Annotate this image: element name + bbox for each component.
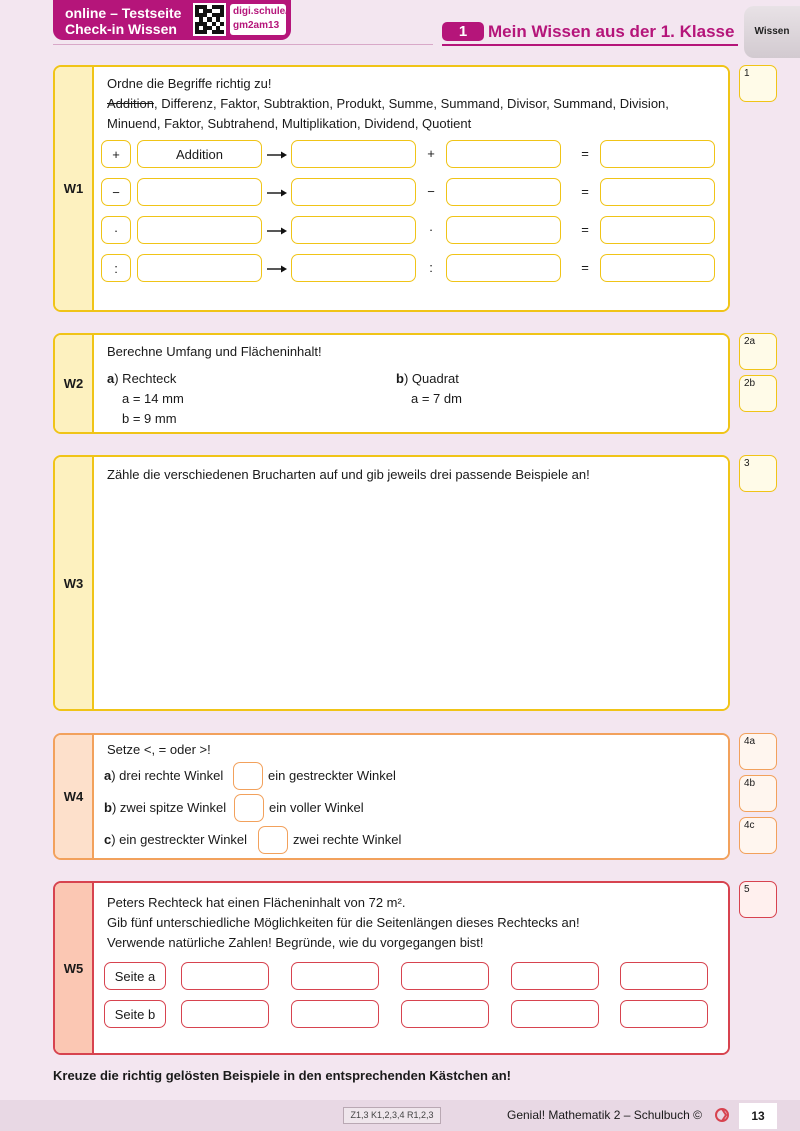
side-a-input[interactable]	[620, 962, 708, 990]
comparison-input-a[interactable]	[233, 762, 263, 790]
chapter-number: 1	[442, 22, 484, 41]
term-field-right[interactable]	[446, 254, 561, 282]
operation-name-field[interactable]	[137, 178, 262, 206]
w4-item-c-right: zwei rechte Winkel	[293, 832, 402, 847]
part-a-name: ) Rechteck	[114, 371, 177, 386]
task-w3	[53, 455, 730, 711]
operator-symbol-box: +	[101, 140, 131, 168]
check-box-2b[interactable]: 2b	[739, 375, 777, 412]
part-a-side-b: b = 9 mm	[122, 411, 177, 426]
equals-sign: =	[581, 184, 589, 199]
operator-symbol: :	[429, 260, 433, 275]
item-left-text: ) ein gestreckter Winkel	[111, 832, 248, 847]
chapter-underline	[442, 44, 738, 46]
instruction: Berechne Umfang und Flächeninhalt!	[107, 344, 322, 359]
result-field[interactable]	[600, 254, 715, 282]
instruction: Setze <, = oder >!	[107, 742, 211, 757]
arrow-right-icon	[266, 178, 288, 206]
publisher-credit: Genial! Mathematik 2 – Schulbuch ©	[507, 1108, 702, 1122]
part-b-name: ) Quadrat	[403, 371, 459, 386]
header-divider	[53, 44, 433, 45]
term-field-left[interactable]	[291, 140, 416, 168]
operation-name-field[interactable]	[137, 254, 262, 282]
check-box-4b[interactable]: 4b	[739, 775, 777, 812]
digi-link-line1: digi.schule/	[233, 6, 289, 17]
term-field-left[interactable]	[291, 178, 416, 206]
digi-link-line2: gm2am13	[233, 20, 280, 31]
term-field-left[interactable]	[291, 254, 416, 282]
terms-line2: Minuend, Faktor, Subtrahend, Multiplikation, Dividend, Quotient	[107, 116, 472, 131]
item-left-text: ) drei rechte Winkel	[111, 768, 224, 783]
check-box-1[interactable]: 1	[739, 65, 777, 102]
row-label-seite-a: Seite a	[104, 962, 166, 990]
part-b-letter: b	[396, 371, 404, 386]
text-line1: Peters Rechteck hat einen Flächeninhalt von 72 m².	[107, 895, 406, 910]
part-b-side-a: a = 7 dm	[411, 391, 462, 406]
part-a-title	[107, 369, 176, 389]
w4-item-a-right: ein gestreckter Winkel	[268, 768, 396, 783]
text-line3: Verwende natürliche Zahlen! Begründe, wie du vorgegangen bist!	[107, 935, 484, 950]
equals-sign: =	[581, 222, 589, 237]
comparison-input-c[interactable]	[258, 826, 288, 854]
operator-symbol-box: :	[101, 254, 131, 282]
operator-symbol-box: −	[101, 178, 131, 206]
chapter-title: Mein Wissen aus der 1. Klasse	[488, 22, 735, 41]
operator-symbol: +	[427, 146, 435, 161]
badge-title-line2: Check-in Wissen	[65, 21, 177, 37]
operator-symbol: ·	[428, 222, 434, 237]
online-test-badge[interactable]	[53, 0, 291, 40]
arrow-right-icon	[266, 216, 288, 244]
task-label: W5	[55, 883, 92, 1053]
task-label: W3	[55, 457, 92, 709]
competence-codes: Z1,3 K1,2,3,4 R1,2,3	[343, 1107, 441, 1124]
task-label: W1	[55, 67, 92, 310]
side-a-input[interactable]	[401, 962, 489, 990]
item-left-text: ) zwei spitze Winkel	[111, 800, 227, 815]
term-field-right[interactable]	[446, 216, 561, 244]
qr-code-icon	[193, 3, 226, 36]
side-b-input[interactable]	[181, 1000, 269, 1028]
operator-symbol-box: ·	[101, 216, 131, 244]
instruction: Ordne die Begriffe richtig zu!	[107, 76, 272, 91]
task-content	[92, 335, 728, 432]
equals-sign: =	[581, 260, 589, 275]
part-b-title	[396, 369, 459, 389]
result-field[interactable]	[600, 178, 715, 206]
publisher-logo-icon	[715, 1108, 729, 1122]
operation-name-field[interactable]	[137, 216, 262, 244]
term-field-left[interactable]	[291, 216, 416, 244]
row-label-seite-b: Seite b	[104, 1000, 166, 1028]
footer-instruction: Kreuze die richtig gelösten Beispiele in den entsprechenden Kästchen an!	[53, 1068, 511, 1083]
item-letter: b	[104, 800, 112, 815]
w4-item-b-left	[104, 798, 226, 818]
item-letter: c	[104, 832, 112, 847]
check-box-5[interactable]: 5	[739, 881, 777, 918]
badge-title-line1: online – Testseite	[65, 5, 182, 21]
side-a-input[interactable]	[291, 962, 379, 990]
term-field-right[interactable]	[446, 178, 561, 206]
page-number: 13	[739, 1103, 777, 1129]
w4-item-b-right: ein voller Winkel	[269, 800, 364, 815]
result-field[interactable]	[600, 216, 715, 244]
task-label: W4	[55, 735, 92, 858]
side-b-input[interactable]	[511, 1000, 599, 1028]
text-line2: Gib fünf unterschiedliche Möglichkeiten für die Seitenlängen dieses Rechtecks an!	[107, 915, 580, 930]
struck-term: Addition	[107, 96, 154, 111]
task-w2	[53, 333, 730, 434]
side-a-input[interactable]	[181, 962, 269, 990]
check-box-2a[interactable]: 2a	[739, 333, 777, 370]
part-a-letter: a	[107, 371, 115, 386]
result-field[interactable]	[600, 140, 715, 168]
task-label: W2	[55, 335, 92, 432]
operation-name-field[interactable]: Addition	[137, 140, 262, 168]
side-b-input[interactable]	[620, 1000, 708, 1028]
section-tab-wissen[interactable]: Wissen	[744, 6, 800, 58]
comparison-input-b[interactable]	[234, 794, 264, 822]
arrow-right-icon	[266, 254, 288, 282]
part-a-side-a: a = 14 mm	[122, 391, 184, 406]
task-content[interactable]	[92, 457, 728, 709]
side-a-input[interactable]	[511, 962, 599, 990]
terms-line1	[107, 94, 669, 114]
w4-item-a-left	[104, 766, 223, 786]
instruction: Zähle die verschiedenen Brucharten auf und gib jeweils drei passende Beispiele an!	[107, 467, 590, 482]
equals-sign: =	[581, 146, 589, 161]
side-b-input[interactable]	[291, 1000, 379, 1028]
digi-link[interactable]	[230, 4, 289, 35]
operator-symbol: −	[427, 184, 435, 199]
w4-item-c-left	[104, 830, 247, 850]
term-field-right[interactable]	[446, 140, 561, 168]
side-b-input[interactable]	[401, 1000, 489, 1028]
check-box-4c[interactable]: 4c	[739, 817, 777, 854]
check-box-3[interactable]: 3	[739, 455, 777, 492]
arrow-right-icon	[266, 140, 288, 168]
terms-line1-rest: , Differenz, Faktor, Subtraktion, Produkt, Summe, Summand, Divisor, Summand, Division,	[153, 96, 669, 111]
item-letter: a	[104, 768, 112, 783]
check-box-4a[interactable]: 4a	[739, 733, 777, 770]
